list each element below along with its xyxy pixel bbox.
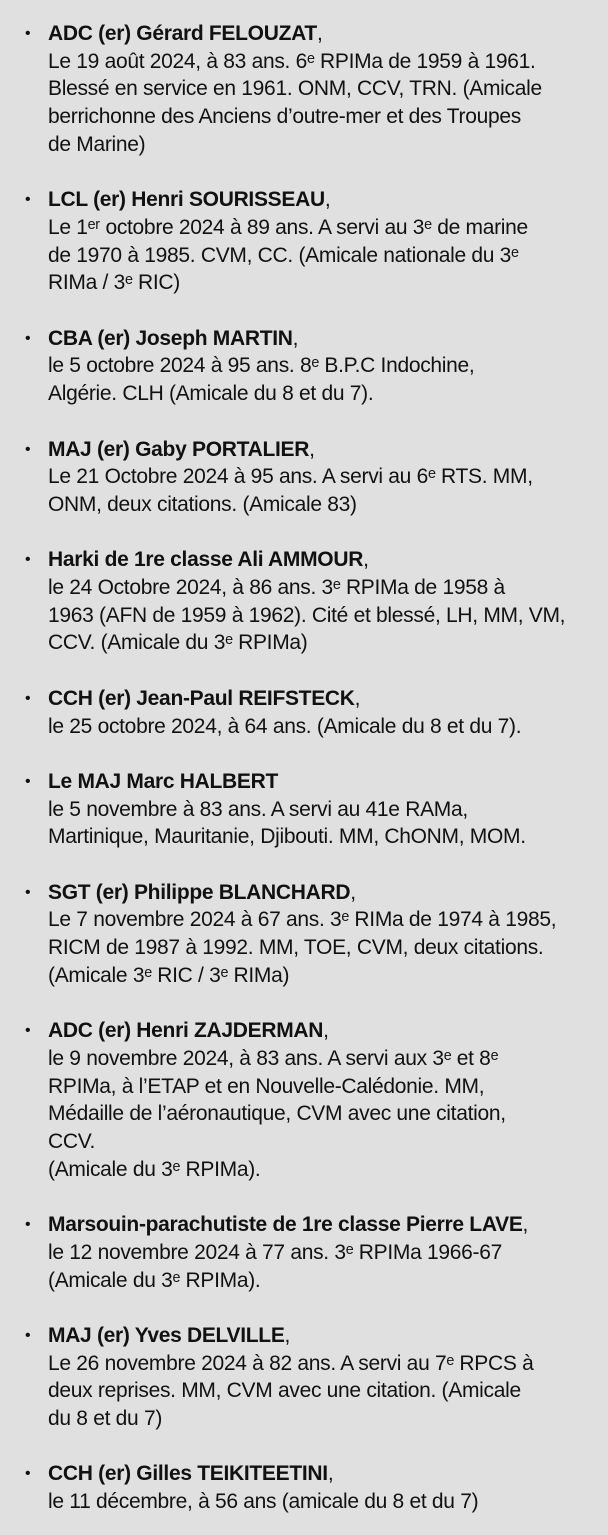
bullet-icon: • <box>25 329 31 347</box>
entry-name-suffix: , <box>309 437 315 461</box>
bullet-icon: • <box>25 1022 31 1040</box>
bullet-icon: • <box>25 1465 31 1483</box>
bullet-icon: • <box>25 1326 31 1344</box>
entry-name: LCL (er) Henri SOURISSEAU <box>48 188 325 212</box>
entry-text-line: Le 19 août 2024, à 83 ans. 6ᵉ RPIMa de 1959 à 1961. <box>48 49 536 73</box>
bullet-icon: • <box>25 191 31 209</box>
entry-heading <box>48 1460 608 1488</box>
entry-text-line: le 12 novembre 2024 à 77 ans. 3ᵉ RPIMa 1966-67 <box>48 1240 502 1264</box>
entry-name-suffix: , <box>323 1019 329 1043</box>
entry-text-line: deux reprises. MM, CVM avec une citation. (Amicale <box>48 1379 521 1403</box>
entry-text-line: Le 1ᵉʳ octobre 2024 à 89 ans. A servi au 3ᵉ de marine <box>48 215 528 239</box>
obituary-entry <box>0 1460 608 1515</box>
entry-text-line: RIMa / 3ᵉ RIC) <box>48 271 180 295</box>
entry-heading <box>48 1322 608 1350</box>
bullet-icon: • <box>25 551 31 569</box>
entry-text-line: RICM de 1987 à 1992. MM, TOE, CVM, deux citations. <box>48 936 544 960</box>
entry-text-line: CCV. <box>48 1130 96 1153</box>
entry-text-line: le 25 octobre 2024, à 64 ans. (Amicale du 8 et du 7). <box>48 714 522 738</box>
entry-heading <box>48 879 608 907</box>
bullet-icon: • <box>25 772 31 790</box>
entry-name: SGT (er) Philippe BLANCHARD <box>48 880 351 904</box>
entry-text-line: Algérie. CLH (Amicale du 8 et du 7). <box>48 382 374 406</box>
entry-text-line: (Amicale du 3ᵉ RPIMa). <box>48 1157 261 1181</box>
entry-text-line: le 5 novembre à 83 ans. A servi au 41e RAMa, <box>48 797 468 821</box>
entry-heading <box>48 546 608 574</box>
entry-heading <box>48 186 608 214</box>
entry-name-suffix: , <box>354 686 361 710</box>
entry-text-line: Le 7 novembre 2024 à 67 ans. 3ᵉ RIMa de 1974 à 1985, <box>48 908 557 932</box>
entry-name-suffix: , <box>292 326 299 350</box>
entry-name: Marsouin-parachutiste de 1re classe Pierre LAVE <box>48 1213 523 1237</box>
entry-name: Harki de 1re classe Ali AMMOUR <box>48 548 364 572</box>
entry-text-line: le 11 décembre, à 56 ans (amicale du 8 et du 7) <box>48 1490 479 1514</box>
obituary-entry <box>0 436 608 519</box>
entry-text-line: le 5 octobre 2024 à 95 ans. 8ᵉ B.P.C Indochine, <box>48 354 475 378</box>
entry-heading <box>48 325 608 353</box>
entry-text-line: Martinique, Mauritanie, Djibouti. MM, ChONM, MOM. <box>48 825 526 849</box>
entry-name: MAJ (er) Yves DELVILLE <box>48 1323 285 1347</box>
entry-text-line: RPIMa, à l’ETAP et en Nouvelle-Calédonie. MM, <box>48 1074 485 1098</box>
obituary-entry <box>0 1322 608 1433</box>
entry-name: ADC (er) Henri ZAJDERMAN <box>48 1019 324 1043</box>
entry-text-line: berrichonne des Anciens d’outre-mer et des Troupes <box>48 105 521 129</box>
obituary-entry <box>0 768 608 851</box>
bullet-icon: • <box>25 25 31 42</box>
entry-text-line: ONM, deux citations. (Amicale 83) <box>48 492 357 516</box>
bullet-icon: • <box>25 440 31 458</box>
entry-text-line: (Amicale du 3ᵉ RPIMa). <box>48 1268 261 1292</box>
entry-heading <box>48 768 608 796</box>
entry-text-line: le 24 Octobre 2024, à 86 ans. 3ᵉ RPIMa de 1958 à <box>48 576 505 599</box>
bullet-icon: • <box>25 1216 31 1234</box>
obituary-entry <box>0 325 608 408</box>
entry-name-suffix: , <box>327 1462 334 1486</box>
entry-heading <box>48 1211 608 1239</box>
obituary-entry <box>0 186 608 297</box>
entry-text-line: de Marine) <box>48 132 146 156</box>
entry-heading <box>48 20 608 48</box>
entry-name: CBA (er) Joseph MARTIN <box>48 326 293 350</box>
bullet-icon: • <box>25 689 31 707</box>
entry-text-line: CCV. (Amicale du 3ᵉ RPIMa) <box>48 631 308 655</box>
entry-text-line: (Amicale 3ᵉ RIC / 3ᵉ RIMa) <box>48 963 290 987</box>
entry-text-line: Le 26 novembre 2024 à 82 ans. A servi au 7ᵉ RPCS à <box>48 1351 534 1375</box>
entry-name-suffix: , <box>350 880 356 904</box>
entry-name-suffix: , <box>522 1213 529 1237</box>
entry-text-line: Blessé en service en 1961. ONM, CCV, TRN. (Amicale <box>48 77 542 101</box>
obituary-entry <box>0 1211 608 1294</box>
obituary-entry <box>0 546 608 657</box>
entry-name-suffix: , <box>324 188 331 212</box>
entry-name: Le MAJ Marc HALBERT <box>48 769 278 793</box>
entry-text-line: Médaille de l’aéronautique, CVM avec une citation, <box>48 1102 506 1126</box>
entry-name-suffix: , <box>316 22 323 45</box>
entry-name: CCH (er) Jean-Paul REIFSTECK <box>48 686 355 710</box>
entry-name: ADC (er) Gérard FELOUZAT <box>48 22 317 45</box>
entry-heading <box>48 436 608 464</box>
bullet-icon: • <box>25 883 31 901</box>
obituary-entry <box>0 685 608 740</box>
obituary-entry <box>0 20 608 159</box>
entry-name: CCH (er) Gilles TEIKITEETINI <box>48 1462 328 1486</box>
entry-text-line: 1963 (AFN de 1959 à 1962). Cité et blessé, LH, MM, VM, <box>48 603 566 627</box>
entry-heading <box>48 1017 608 1045</box>
entry-text-line: Le 21 Octobre 2024 à 95 ans. A servi au 6ᵉ RTS. MM, <box>48 465 533 489</box>
obituary-entry <box>0 1017 608 1183</box>
entry-name: MAJ (er) Gaby PORTALIER <box>48 437 310 461</box>
obituary-entry <box>0 879 608 990</box>
entry-text-line: le 9 novembre 2024, à 83 ans. A servi aux 3ᵉ et 8ᵉ <box>48 1046 499 1070</box>
entry-text-line: de 1970 à 1985. CVM, CC. (Amicale nationale du 3ᵉ <box>48 243 519 267</box>
entry-name-suffix: , <box>284 1323 291 1347</box>
entry-heading <box>48 685 608 713</box>
entry-name-suffix: , <box>363 548 369 572</box>
entry-text-line: du 8 et du 7) <box>48 1407 163 1430</box>
